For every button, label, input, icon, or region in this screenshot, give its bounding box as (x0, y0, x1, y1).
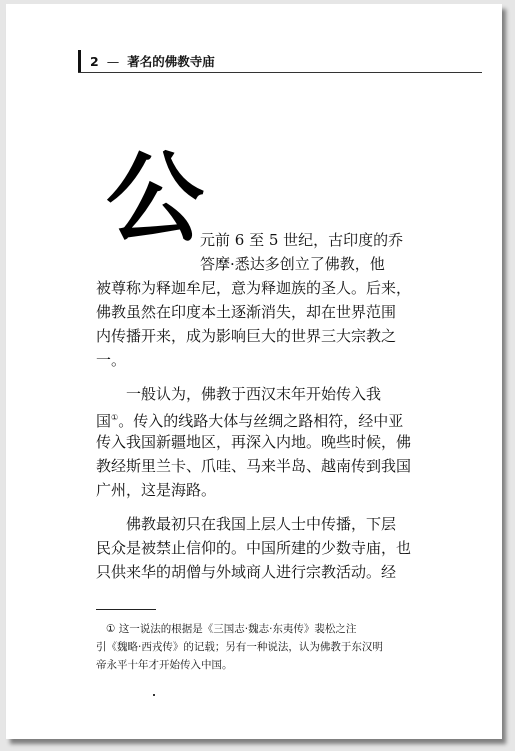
body-line-8-rest: 。传入的线路大体与丝绸之路相符，经中亚 (118, 412, 404, 430)
drop-cap: 公 (106, 142, 205, 256)
footnote-line-2: 引《魏略·西戎传》的记载；另有一种说法，认为佛教于东汉明 (96, 641, 383, 653)
body-line-3: 被尊称为释迦牟尼，意为释迦族的圣人。后来， (96, 279, 412, 297)
body-line-13: 民众是被禁止信仰的。中国所建的少数寺庙，也 (96, 539, 412, 557)
body-line-11: 广州，这是海路。 (96, 481, 217, 499)
body-line-1: 元前 6 至 5 世纪，古印度的乔 (200, 231, 404, 249)
body-line-2: 答摩·悉达多创立了佛教，他 (200, 255, 385, 273)
footnote-rule (96, 609, 156, 610)
header-rule (78, 72, 482, 73)
body-line-8-start: 国 (96, 412, 112, 430)
book-page (6, 4, 502, 739)
page-number: 2 (90, 54, 99, 69)
header-bar (78, 50, 81, 72)
header-text (90, 52, 215, 70)
body-line-9: 传入我国新疆地区，再深入内地。晚些时候，佛 (96, 433, 412, 451)
body-line-8 (96, 408, 403, 431)
running-header (78, 50, 482, 74)
footnote-ref: ① (111, 413, 119, 422)
body-line-4: 佛教虽然在印度本土逐渐消失，却在世界范围 (96, 303, 397, 321)
footnote-line-3: 帝永平十年才开始传入中国。 (96, 659, 233, 671)
section-title: 著名的佛教寺庙 (127, 54, 215, 69)
body-line-6: 一。 (96, 351, 127, 369)
header-separator: — (106, 54, 120, 69)
body-line-12: 佛教最初只在我国上层人士中传播，下层 (126, 515, 397, 533)
body-line-10: 教经斯里兰卡、爪哇、马来半岛、越南传到我国 (96, 457, 412, 475)
body-line-14: 只供来华的胡僧与外域商人进行宗教活动。经 (96, 563, 397, 581)
body-line-7: 一般认为，佛教于西汉末年开始传入我 (126, 385, 382, 403)
scan-speck (153, 694, 155, 696)
body-line-5: 内传播开来，成为影响巨大的世界三大宗教之 (96, 327, 397, 345)
footnote-line-1: ① 这一说法的根据是《三国志·魏志·东夷传》裴松之注 (106, 623, 357, 635)
